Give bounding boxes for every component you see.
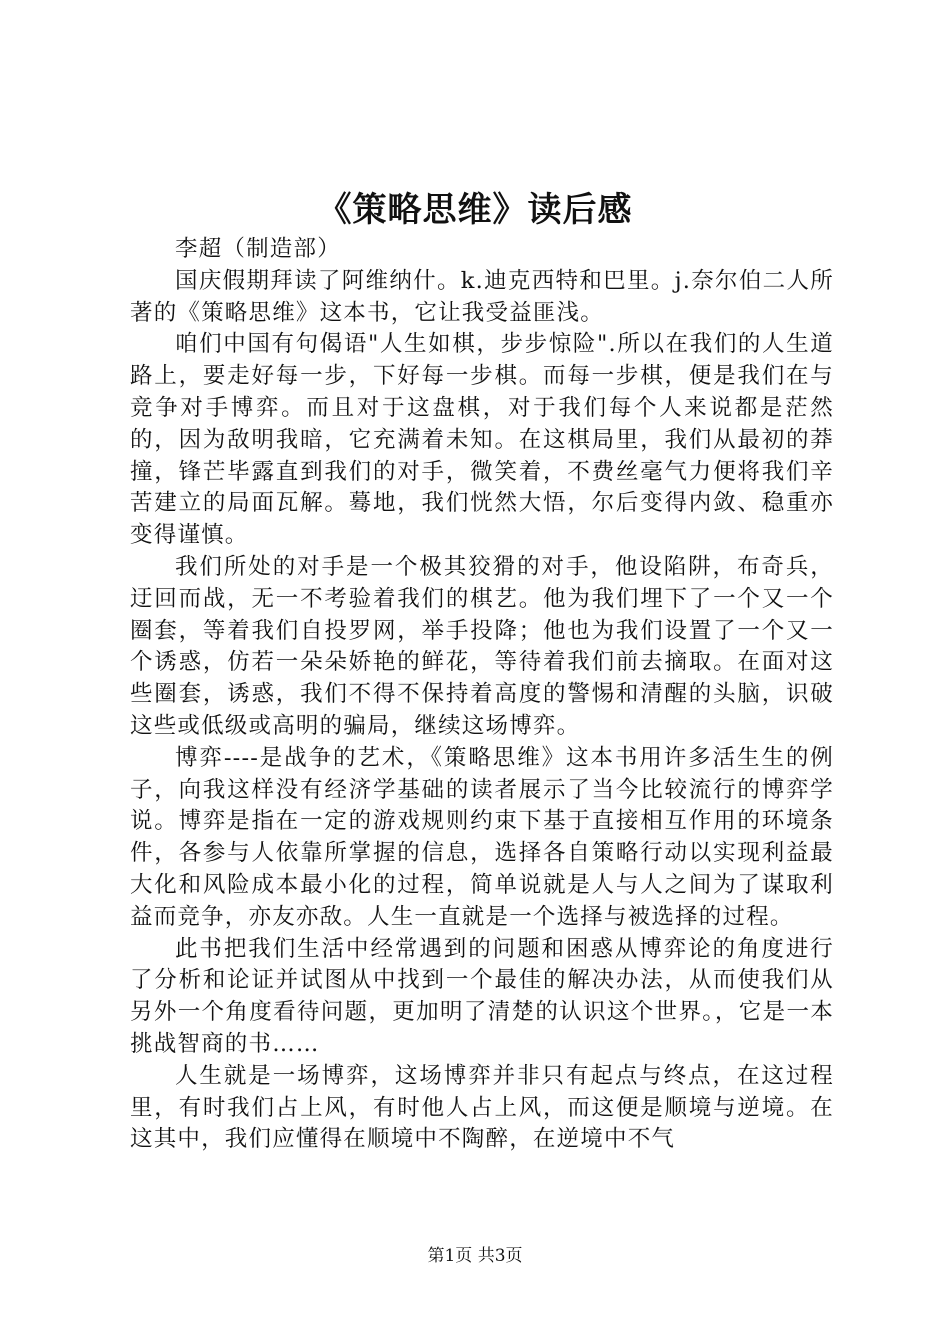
paragraph: 人生就是一场博弈，这场博弈并非只有起点与终点，在这过程里，有时我们占上风，有时他人占上风，而这便是顺境与逆境。在这其中，我们应懂得在顺境中不陶醉，在逆境中不气 (130, 1062, 834, 1153)
page-number-footer: 第1页 共3页 (427, 1246, 523, 1266)
document-title: 《策略思维》读后感 (317, 190, 633, 230)
paragraph: 博弈----是战争的艺术，《策略思维》这本书用许多活生生的例子，向我这样没有经济学基础的读者展示了当今比较流行的博弈学说。博弈是指在一定的游戏规则约束下基于直接相互作用的环境条件，各参与人依靠所掌握的信息，选择各自策略行动以实现利益最大化和风险成本最小化的过程，简单说就是人与人之间为了谋取利益而竞争，亦友亦敌。人生一直就是一个选择与被选择的过程。 (130, 744, 834, 930)
paragraph: 我们所处的对手是一个极其狡猾的对手，他设陷阱，布奇兵，迂回而战，无一不考验着我们的棋艺。他为我们埋下了一个又一个圈套，等着我们自投罗网，举手投降；他也为我们设置了一个又一个诱惑，仿若一朵朵娇艳的鲜花，等待着我们前去摘取。在面对这些圈套，诱惑，我们不得不保持着高度的警惕和清醒的头脑，识破这些或低级或高明的骗局，继续这场博弈。 (130, 553, 834, 739)
paragraph: 此书把我们生活中经常遇到的问题和困惑从博弈论的角度进行了分析和论证并试图从中找到一个最佳的解决办法，从而使我们从另外一个角度看待问题，更加明了清楚的认识这个世界。，它是一本挑战智商的书…… (130, 935, 834, 1057)
paragraph: 咱们中国有句偈语"人生如棋，步步惊险".所以在我们的人生道路上，要走好每一步，下好每一步棋。而每一步棋，便是我们在与竞争对手博弈。而且对于这盘棋，对于我们每个人来说都是茫然的，因为敌明我暗，它充满着未知。在这棋局里，我们从最初的莽撞，锋芒毕露直到我们的对手，微笑着，不费丝毫气力便将我们辛苦建立的局面瓦解。蓦地，我们恍然大悟，尔后变得内敛、稳重亦变得谨慎。 (130, 331, 834, 549)
document-body (130, 234, 834, 1156)
author-line: 李超（制造部） (175, 236, 341, 262)
paragraph: 国庆假期拜读了阿维纳什。k.迪克西特和巴里。j.奈尔伯二人所著的《策略思维》这本书，它让我受益匪浅。 (130, 267, 834, 326)
